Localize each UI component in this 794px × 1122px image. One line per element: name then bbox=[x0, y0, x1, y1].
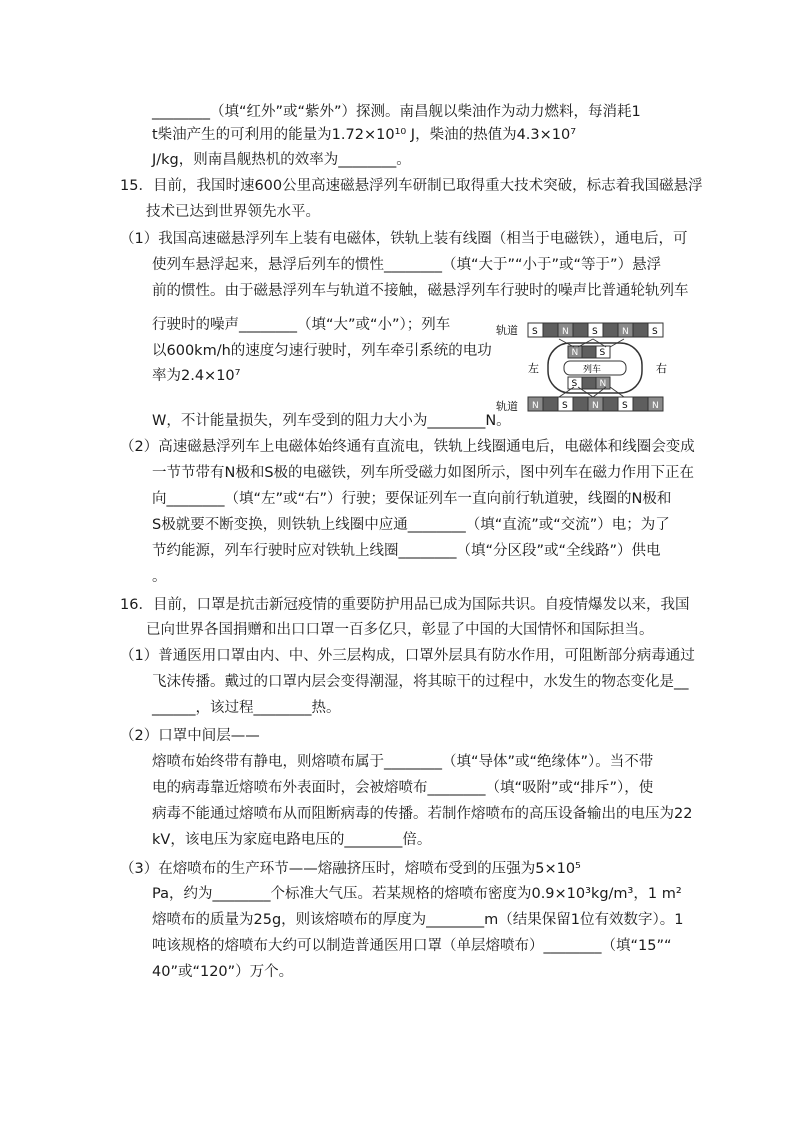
text-line-content: 病毒不能通过熔喷布从而阻断病毒的传播。若制作熔喷布的高压设备输出的电压为22 bbox=[152, 806, 693, 822]
text-line-content: t柴油产生的可利用的能量为1.72×10¹⁰ J，柴油的热值为4.3×10⁷ bbox=[152, 127, 577, 143]
magnet-pole-label: N bbox=[622, 327, 629, 337]
text-line bbox=[152, 489, 671, 509]
text-line-content: W，不计能量损失，列车受到的阻力大小为________N。 bbox=[152, 413, 511, 429]
train-bottom-magnets bbox=[568, 377, 610, 389]
train-top-magnets bbox=[568, 346, 610, 358]
maglev-diagram bbox=[494, 317, 672, 417]
magnet-gap bbox=[633, 323, 648, 337]
text-line-content: 16．目前，口罩是抗击新冠疫情的重要防护用品已成为国际共识。自疫情爆发以来，我国 bbox=[120, 597, 690, 613]
text-line bbox=[152, 567, 167, 587]
text-line-content: ______，该过程________热。 bbox=[152, 700, 341, 716]
text-line bbox=[152, 411, 511, 431]
text-line bbox=[120, 726, 260, 746]
text-line bbox=[152, 281, 689, 301]
magnet-gap bbox=[582, 377, 596, 389]
magnet-pole-label: S bbox=[599, 348, 606, 358]
text-line bbox=[152, 463, 694, 483]
magnet-pole-label: S bbox=[622, 401, 628, 411]
text-line bbox=[152, 830, 431, 850]
text-line bbox=[152, 125, 576, 145]
text-line-content: 。 bbox=[152, 569, 167, 585]
text-line bbox=[152, 672, 689, 692]
text-line bbox=[152, 366, 240, 386]
text-line-content: 吨该规格的熔喷布大约可以制造普通医用口罩（单层熔喷布）________（填“15”“ bbox=[152, 938, 672, 954]
magnet-pole-label: S bbox=[532, 327, 538, 337]
text-line-content: 熔喷布的质量为25g，则该熔喷布的厚度为________m（结果保留1位有效数字）。1 bbox=[152, 912, 684, 928]
magnet-pole-label: N bbox=[562, 327, 569, 337]
text-line-content: 节约能源，列车行驶时应对铁轨上线圈________（填“分区段”或“全线路”）供电 bbox=[152, 543, 661, 559]
text-line bbox=[120, 859, 581, 879]
magnet-pole-label: N bbox=[532, 401, 539, 411]
text-line-content: （1）普通医用口罩由内、中、外三层构成，口罩外层具有防水作用，可阻断部分病毒通过 bbox=[120, 648, 695, 664]
text-line-content: 以600km/h的速度匀速行驶时，列车牵引系统的电功 bbox=[152, 343, 492, 359]
magnet-pole-label: S bbox=[592, 327, 598, 337]
text-line bbox=[152, 884, 682, 904]
text-line bbox=[152, 698, 341, 718]
text-line bbox=[152, 102, 641, 122]
text-line bbox=[152, 752, 653, 772]
top-track bbox=[528, 323, 663, 337]
text-line bbox=[152, 515, 670, 535]
magnet-gap bbox=[573, 323, 588, 337]
magnet-gap bbox=[633, 397, 648, 411]
text-line-content: 一节节带有N极和S极的电磁铁，列车所受磁力如图所示，图中列车在磁力作用下正在 bbox=[152, 465, 695, 481]
text-line bbox=[152, 315, 450, 335]
bottom-track bbox=[528, 397, 663, 411]
text-line bbox=[120, 595, 689, 615]
text-line bbox=[152, 804, 692, 824]
text-line-content: 率为2.4×10⁷ bbox=[152, 368, 241, 384]
text-line-content: 行驶时的噪声________（填“大”或“小”）；列车 bbox=[152, 317, 451, 333]
text-line-content: 40”或“120”）万个。 bbox=[152, 964, 294, 980]
text-line bbox=[120, 646, 695, 666]
left-label: 左 bbox=[528, 362, 539, 375]
text-line-content: （3）在熔喷布的生产环节——熔融挤压时，熔喷布受到的压强为5×10⁵ bbox=[120, 861, 581, 877]
magnet-pole-label: N bbox=[571, 348, 579, 358]
text-line-content: 15．目前，我国时速600公里高速磁悬浮列车研制已取得重大技术突破，标志着我国磁悬浮 bbox=[120, 178, 703, 194]
magnet-pole-label: S bbox=[562, 401, 568, 411]
magnet-gap bbox=[543, 323, 558, 337]
top-track-label: 轨道 bbox=[496, 324, 518, 337]
text-line-content: S极就要不断变换，则铁轨上线圈中应通________（填“直流”或“交流”）电；为了 bbox=[152, 517, 670, 533]
magnet-gap bbox=[603, 323, 618, 337]
magnet-gap bbox=[603, 397, 618, 411]
text-line-content: 使列车悬浮起来，悬浮后列车的惯性________（填“大于”“小于”或“等于”）悬浮 bbox=[152, 257, 662, 273]
text-line-content: 前的惯性。由于磁悬浮列车与轨道不接触，磁悬浮列车行驶时的噪声比普通轮轨列车 bbox=[152, 283, 689, 299]
text-line bbox=[146, 620, 654, 640]
magnet-pole-label: N bbox=[592, 401, 599, 411]
text-line-content: ________（填“红外”或“紫外”）探测。南昌舰以柴油作为动力燃料，每消耗1 bbox=[152, 104, 641, 120]
magnet-gap bbox=[582, 346, 596, 358]
text-line bbox=[152, 255, 661, 275]
text-line-content: 电的病毒靠近熔喷布外表面时，会被熔喷布________（填“吸附”或“排斥”），使 bbox=[152, 780, 654, 796]
text-line bbox=[152, 150, 411, 170]
text-line-content: kV，该电压为家庭电路电压的________倍。 bbox=[152, 832, 432, 848]
text-line bbox=[152, 910, 683, 930]
bottom-track-label: 轨道 bbox=[496, 400, 518, 413]
magnet-pole-label: S bbox=[571, 379, 578, 389]
text-line-content: 向________（填“左”或“右”）行驶；要保证列车一直向前行轨道驶，线圈的N极和 bbox=[152, 491, 672, 507]
magnet-pole-label: N bbox=[652, 401, 659, 411]
magnet-pole-label: S bbox=[652, 327, 658, 337]
train-label: 列车 bbox=[583, 365, 602, 375]
text-line bbox=[152, 962, 293, 982]
text-line bbox=[120, 437, 695, 457]
text-line bbox=[146, 202, 320, 222]
text-line bbox=[152, 541, 661, 561]
text-line-content: Pa，约为________个标准大气压。若某规格的熔喷布密度为0.9×10³kg/m³，1 m² bbox=[152, 886, 682, 902]
text-line-content: 技术已达到世界领先水平。 bbox=[146, 204, 320, 220]
text-line-content: 熔喷布始终带有静电，则熔喷布属于________（填“导体”或“绝缘体”）。当不带 bbox=[152, 754, 654, 770]
magnet-gap bbox=[573, 397, 588, 411]
text-line bbox=[152, 341, 492, 361]
right-label: 右 bbox=[656, 362, 667, 375]
text-line bbox=[120, 176, 703, 196]
magnet-pole-label: N bbox=[599, 379, 607, 389]
text-line-content: 飞沫传播。戴过的口罩内层会变得潮湿，将其晾干的过程中，水发生的物态变化是__ bbox=[152, 674, 689, 690]
text-line bbox=[152, 778, 653, 798]
text-line-content: （2）口罩中间层—— bbox=[120, 728, 260, 744]
text-line bbox=[152, 936, 671, 956]
text-line-content: （1）我国高速磁悬浮列车上装有电磁体，铁轨上装有线圈（相当于电磁铁），通电后，可 bbox=[120, 231, 688, 247]
text-line-content: 已向世界各国捐赠和出口口罩一百多亿只，彰显了中国的大国情怀和国际担当。 bbox=[146, 622, 654, 638]
magnet-gap bbox=[543, 397, 558, 411]
text-line bbox=[120, 229, 687, 249]
text-line-content: J/kg，则南昌舰热机的效率为________。 bbox=[152, 152, 411, 168]
text-line-content: （2）高速磁悬浮列车上电磁体始终通有直流电，铁轨上线圈通电后，电磁体和线圈会变成 bbox=[120, 439, 695, 455]
